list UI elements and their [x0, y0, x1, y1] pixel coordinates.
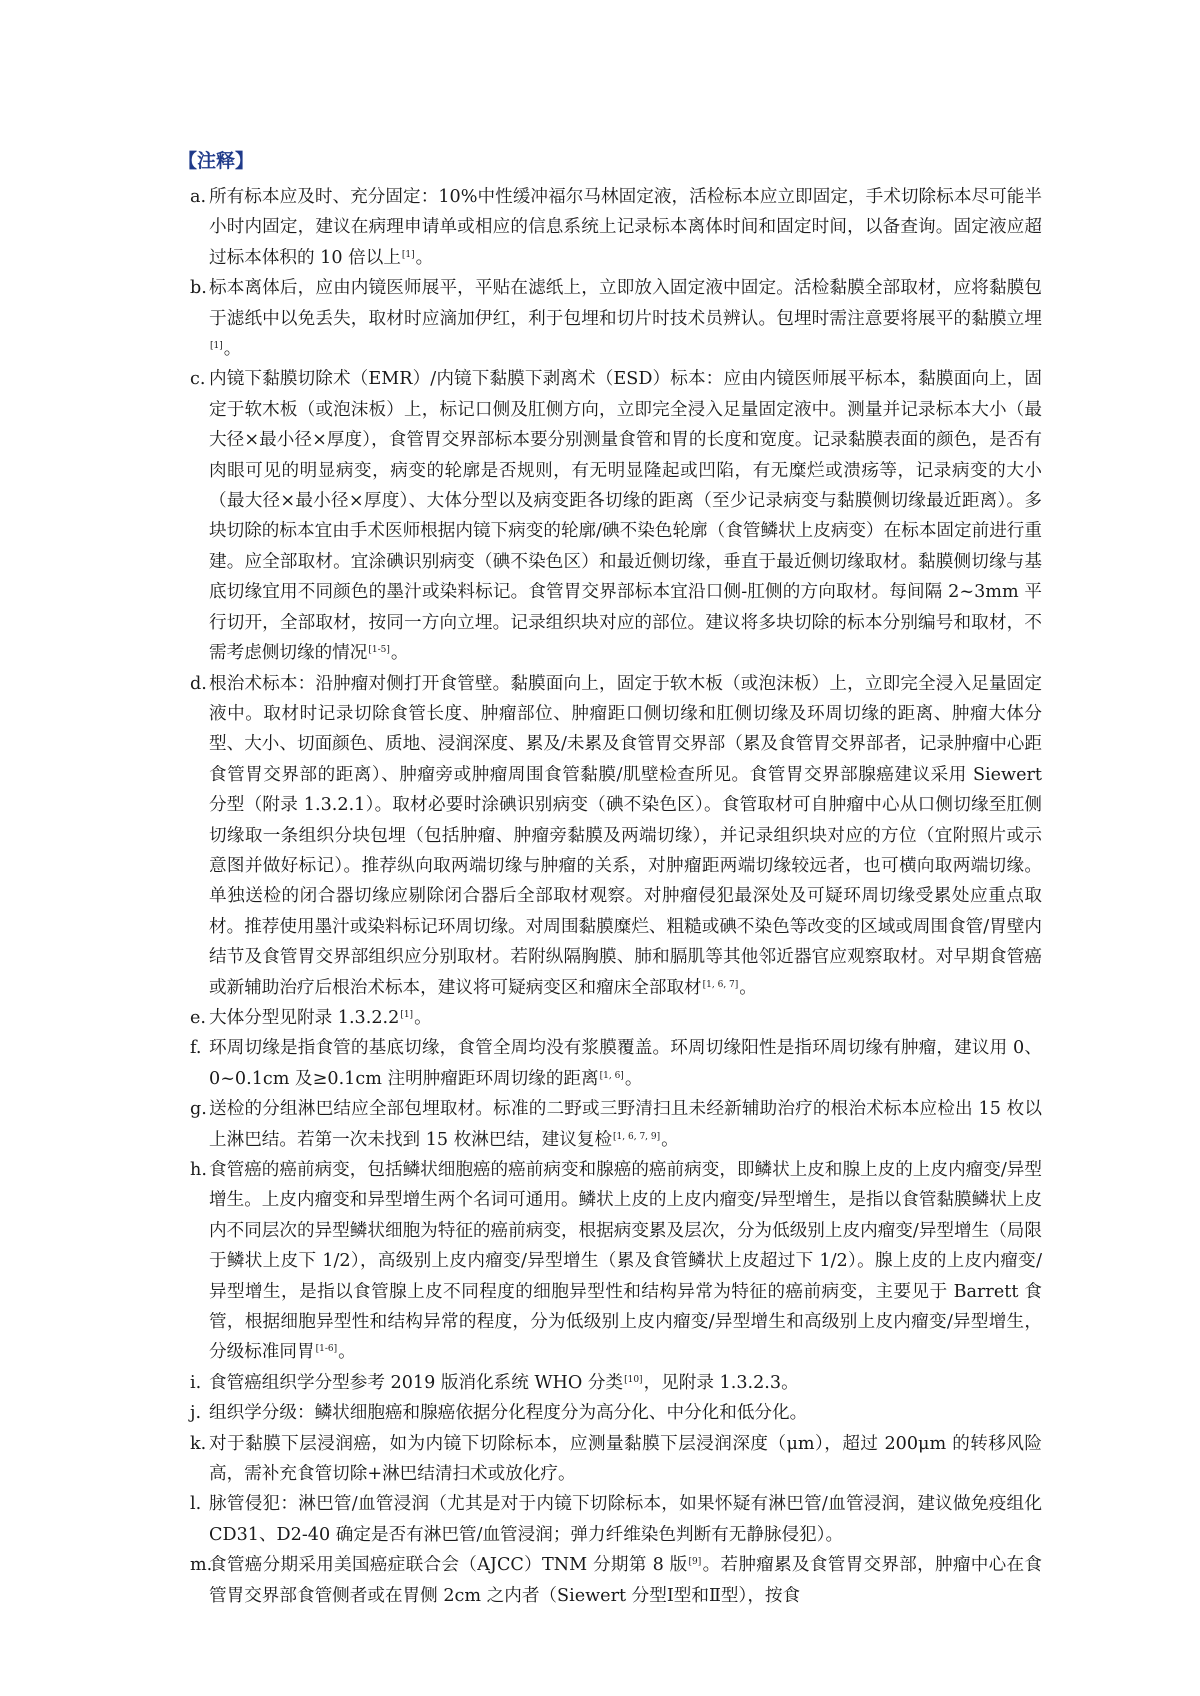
- note-text: 。: [414, 1007, 432, 1028]
- note-item: [190, 1033, 1042, 1094]
- note-marker: c.: [190, 369, 206, 390]
- note-text: 食管癌的癌前病变，包括鳞状细胞癌的癌前病变和腺癌的癌前病变，即鳞状上皮和腺上皮的上皮内瘤变/异型增生。上皮内瘤变和异型增生两个名词可通用。鳞状上皮的上皮内瘤变/异型增生，是指以食管黏膜鳞状上皮内不同层次的异型鳞状细胞为特征的癌前病变，根据病变累及层次，分为低级别上皮内瘤变/异型增生（局限于鳞状上皮下 1/2），高级别上皮内瘤变/异型增生（累及食管鳞状上皮超过下 1/2）。腺上皮的上皮内瘤变/异型增生，是指以食管腺上皮不同程度的细胞异型性和结构异常为特征的癌前病变，主要见于 Barrett 食管，根据细胞异型性和结构异常的程度，分为低级别上皮内瘤变/异型增生和高级别上皮内瘤变/异型增生，分级标准同胃: [209, 1160, 1042, 1363]
- citation-ref: [1-5]: [368, 645, 390, 656]
- note-text: 食管癌组织学分型参考 2019 版消化系统 WHO 分类: [209, 1372, 624, 1393]
- note-marker: f.: [190, 1038, 202, 1059]
- note-text: ，见附录 1.3.2.3。: [643, 1372, 799, 1393]
- note-marker: e.: [190, 1007, 207, 1028]
- note-item: [190, 1429, 1042, 1490]
- note-item: [190, 273, 1042, 364]
- note-marker: a.: [190, 187, 207, 207]
- note-text: 内镜下黏膜切除术（EMR）/内镜下黏膜下剥离术（ESD）标本：应由内镜医师展平标本，黏膜面向上，固定于软木板（或泡沫板）上，标记口侧及肛侧方向，立即完全浸入足量固定液中。测量并记录标本大小（最大径×最小径×厚度），食管胃交界部标本要分别测量食管和胃的长度和宽度。记录黏膜表面的颜色，是否有肉眼可见的明显病变，病变的轮廓是否规则，有无明显隆起或凹陷，有无糜烂或溃疡等，记录病变的大小（最大径×最小径×厚度）、大体分型以及病变距各切缘的距离（至少记录病变与黏膜侧切缘最近距离）。多块切除的标本宜由手术医师根据内镜下病变的轮廓/碘不染色轮廓（食管鳞状上皮病变）在标本固定前进行重建。应全部取材。宜涂碘识别病变（碘不染色区）和最近侧切缘，垂直于最近侧切缘取材。黏膜侧切缘与基底切缘宜用不同颜色的墨汁或染料标记。食管胃交界部标本宜沿口侧-肛侧的方向取材。每间隔 2~3mm 平行切开，全部取材，按同一方向立埋。记录组织块对应的部位。建议将多块切除的标本分别编号和取材，不需考虑侧切缘的情况: [209, 369, 1042, 664]
- note-item: [190, 1155, 1042, 1368]
- note-marker: h.: [190, 1160, 207, 1180]
- citation-ref: [1]: [210, 341, 223, 352]
- note-text: 。: [223, 339, 242, 360]
- note-marker: k.: [190, 1433, 207, 1454]
- note-text: 食管癌分期采用美国癌症联合会（AJCC）TNM 分期第 8 版: [209, 1555, 688, 1576]
- note-text: 。: [390, 643, 409, 664]
- note-text: 。: [739, 977, 757, 998]
- note-text: 。: [624, 1068, 643, 1089]
- note-item: [190, 669, 1042, 1003]
- citation-ref: [1, 6, 7]: [702, 979, 739, 990]
- note-text: 根治术标本：沿肿瘤对侧打开食管壁。黏膜面向上，固定于软木板（或泡沫板）上，立即完全浸入足量固定液中。取材时记录切除食管长度、肿瘤部位、肿瘤距口侧切缘和肛侧切缘及环周切缘的距离、肿瘤大体分型、大小、切面颜色、质地、浸润深度、累及/未累及食管胃交界部（累及食管胃交界部者，记录肿瘤中心距食管胃交界部的距离）、肿瘤旁或肿瘤周围食管黏膜/肌壁检查所见。食管胃交界部腺癌建议采用 Siewert 分型（附录 1.3.2.1）。取材必要时涂碘识别病变（碘不染色区）。食管取材可自肿瘤中心从口侧切缘至肛侧切缘取一条组织分块包埋（包括肿瘤、肿瘤旁黏膜及两端切缘），并记录组织块对应的方位（宜附照片或示意图并做好标记）。推荐纵向取两端切缘与肿瘤的关系，对肿瘤距两端切缘较远者，也可横向取两端切缘。单独送检的闭合器切缘应剔除闭合器后全部取材观察。对肿瘤侵犯最深处及可疑环周切缘受累处应重点取材。推荐使用墨汁或染料标记环周切缘。对周围黏膜糜烂、粗糙或碘不染色等改变的区域或周围食管/胃壁内结节及食管胃交界部组织应分别取材。若附纵隔胸膜、肺和膈肌等其他邻近器官应观察取材。对早期食管癌或新辅助治疗后根治术标本，建议将可疑病变区和瘤床全部取材: [209, 673, 1042, 998]
- note-item: [190, 182, 1042, 273]
- note-marker: m.: [190, 1555, 213, 1576]
- note-marker: j.: [190, 1403, 202, 1424]
- citation-ref: [1, 6, 7, 9]: [613, 1131, 661, 1142]
- note-text: 。: [415, 247, 434, 268]
- citation-ref: [1]: [401, 249, 415, 260]
- note-text: 标本离体后，应由内镜医师展平，平贴在滤纸上，立即放入固定液中固定。活检黏膜全部取材，应将黏膜包于滤纸中以免丢失，取材时应滴加伊红，利于包埋和切片时技术员辨认。包埋时需注意要将展平的黏膜立埋: [209, 278, 1042, 329]
- note-text: 送检的分组淋巴结应全部包埋取材。标准的二野或三野清扫且未经新辅助治疗的根治术标本应检出 15 枚以上淋巴结。若第一次未找到 15 枚淋巴结，建议复检: [209, 1099, 1042, 1150]
- note-item: [190, 1003, 1042, 1033]
- note-text: 组织学分级：鳞状细胞癌和腺癌依据分化程度分为高分化、中分化和低分化。: [209, 1403, 808, 1424]
- note-marker: i.: [190, 1372, 202, 1393]
- note-text: 。若肿瘤累及食管胃交界部，肿瘤中心在食管胃交界部食管侧者或在胃侧 2cm 之内者（Siewert 分型Ⅰ型和Ⅱ型），按食: [209, 1555, 1042, 1606]
- citation-ref: [10]: [624, 1374, 643, 1385]
- note-text: 所有标本应及时、充分固定：10%中性缓冲福尔马林固定液，活检标本应立即固定，手术切除标本尽可能半小时内固定，建议在病理申请单或相应的信息系统上记录标本离体时间和固定时间，以备查询。固定液应超过标本体积的 10 倍以上: [209, 187, 1042, 268]
- citation-ref: [1-6]: [315, 1344, 338, 1355]
- note-text: 脉管侵犯：淋巴管/血管浸润（尤其是对于内镜下切除标本，如果怀疑有淋巴管/血管浸润，建议做免疫组化 CD31、D2-40 确定是否有淋巴管/血管浸润；弹力纤维染色判断有无静脉侵犯）。: [209, 1494, 1042, 1545]
- citation-ref: [9]: [688, 1557, 702, 1568]
- note-text: 大体分型见附录 1.3.2.2: [209, 1007, 400, 1028]
- notes-list: [190, 182, 1042, 1611]
- note-marker: b.: [190, 278, 207, 299]
- note-item: [190, 1398, 1042, 1428]
- note-item: [190, 364, 1042, 668]
- note-item: [190, 1489, 1042, 1550]
- note-marker: d.: [190, 673, 207, 694]
- note-item: [190, 1094, 1042, 1155]
- note-item: [190, 1550, 1042, 1611]
- citation-ref: [1]: [400, 1009, 414, 1020]
- note-text: 。: [338, 1342, 356, 1363]
- citation-ref: [1, 6]: [599, 1070, 624, 1081]
- note-item: [190, 1368, 1042, 1398]
- notes-heading: 【注释】: [178, 150, 255, 172]
- note-text: 对于黏膜下层浸润癌，如为内镜下切除标本，应测量黏膜下层浸润深度（μm），超过 200μm 的转移风险高，需补充食管切除+淋巴结清扫术或放化疗。: [209, 1433, 1042, 1485]
- note-text: 环周切缘是指食管的基底切缘，食管全周均没有浆膜覆盖。环周切缘阳性是指环周切缘有肿瘤，建议用 0、0~0.1cm 及≥0.1cm 注明肿瘤距环周切缘的距离: [209, 1038, 1042, 1089]
- note-marker: l.: [190, 1494, 202, 1515]
- note-marker: g.: [190, 1099, 207, 1120]
- note-text: 。: [661, 1129, 679, 1150]
